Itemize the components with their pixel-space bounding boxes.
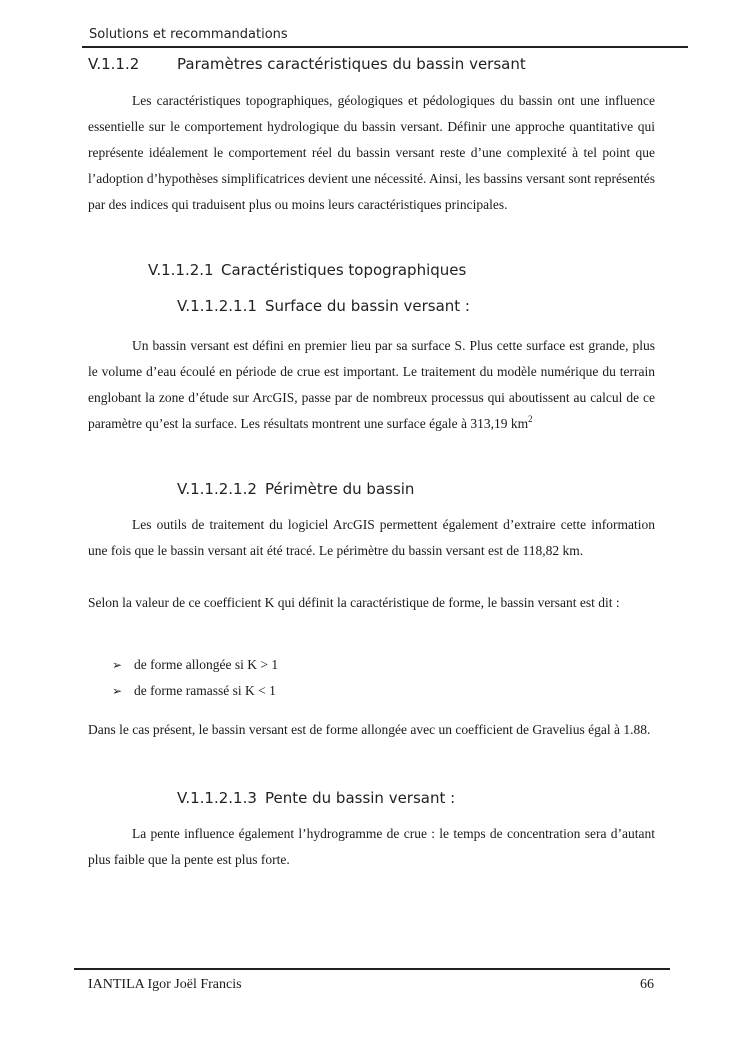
perimetre-number: V.1.1.2.1.2: [177, 480, 257, 498]
perimetre-title: Périmètre du bassin: [265, 480, 415, 498]
coefficient-paragraph: Selon la valeur de ce coefficient K qui définit la caractéristique de forme, le bassin versant est dit :: [88, 595, 620, 610]
header-rule: [82, 46, 688, 48]
surface-title: Surface du bassin versant :: [265, 297, 470, 315]
section-heading: [88, 55, 526, 73]
intro-paragraph: Les caractéristiques topographiques, géologiques et pédologiques du bassin ont une influence essentielle sur le comportement hydrologique du bassin versant. Définir une approche quantitative qui représente idéalement le comportement réel du bassin versant reste d’une complexité à tel point que l’adoption d’hypothèses simplificatrices devient une nécessité. Ainsi, les bassins versant sont représentés par des indices qui traduisent plus ou moins leurs caractéristiques principales.: [88, 93, 655, 212]
footer-author: IANTILA Igor Joël Francis: [88, 977, 242, 992]
footer-rule: [74, 968, 670, 970]
pente-paragraph: La pente influence également l’hydrogramme de crue : le temps de concentration sera d’autant plus faible que la pente est plus forte.: [88, 826, 655, 867]
section-number: V.1.1.2: [88, 55, 140, 73]
surface-text: Un bassin versant est défini en premier lieu par sa surface S. Plus cette surface est grande, plus le volume d’eau écoulé en période de crue est important. Le traitement du modèle numérique du terrain englobant la zone d’étude sur ArcGIS, passe par de nombreux processus qui aboutissent au calcul de ce paramètre qu’est la surface. Les résultats montrent une surface égale à 313,19 km: [88, 338, 655, 431]
running-header-title: Solutions et recommandations: [89, 27, 288, 42]
subsection-heading: [148, 261, 466, 279]
subsection-number: V.1.1.2.1: [148, 261, 214, 279]
arrow-bullet-icon: ➢: [112, 658, 123, 672]
surface-heading: [177, 297, 470, 315]
page-number: 66: [640, 977, 654, 992]
unit-exponent: 2: [528, 414, 533, 424]
pente-heading: [177, 789, 455, 807]
bullet-text: de forme allongée si K > 1: [134, 657, 279, 672]
list-item: [112, 683, 276, 699]
list-item: [112, 657, 278, 673]
conclusion-paragraph: Dans le cas présent, le bassin versant est de forme allongée avec un coefficient de Gravelius égal à 1.88.: [88, 722, 651, 737]
pente-title: Pente du bassin versant :: [265, 789, 456, 807]
subsection-title: Caractéristiques topographiques: [221, 261, 467, 279]
arrow-bullet-icon: ➢: [112, 684, 123, 698]
surface-number: V.1.1.2.1.1: [177, 297, 257, 315]
surface-paragraph: [88, 333, 655, 437]
perimetre-paragraph: Les outils de traitement du logiciel ArcGIS permettent également d’extraire cette information une fois que le bassin versant ait été tracé. Le périmètre du bassin versant est de 118,82 km.: [88, 517, 655, 558]
pente-number: V.1.1.2.1.3: [177, 789, 257, 807]
section-title: Paramètres caractéristiques du bassin versant: [177, 55, 526, 73]
bullet-text: de forme ramassé si K < 1: [134, 683, 276, 698]
perimetre-heading: [177, 480, 414, 498]
